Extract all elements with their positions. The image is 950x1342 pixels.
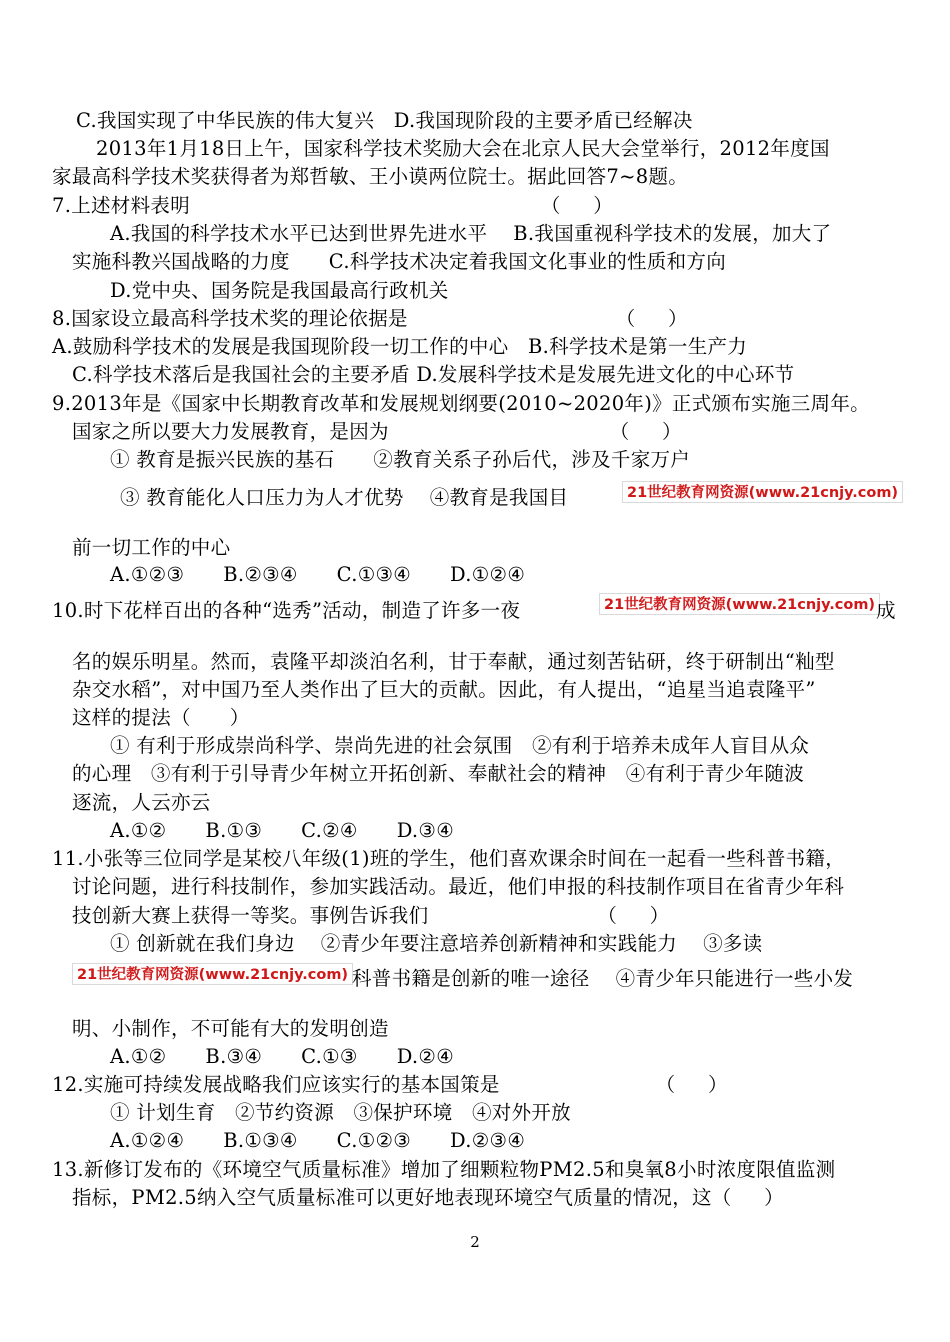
question-12: 12.实施可持续发展战略我们应该实行的基本国策是 （ ）	[52, 1073, 728, 1096]
text-line: 的心理 ③有利于引导青少年树立开拓创新、奉献社会的精神 ④有利于青少年随波	[72, 762, 804, 785]
text-line: 杂交水稻”，对中国乃至人类作出了巨大的贡献。因此，有人提出，“追星当追袁隆平”	[72, 678, 816, 701]
text-line: A.我国的科学技术水平已达到世界先进水平 B.我国重视科学技术的发展，加大了	[110, 222, 832, 245]
text-line: 技创新大赛上获得一等奖。事例告诉我们 （ ）	[72, 904, 670, 927]
text-line: ① 创新就在我们身边 ②青少年要注意培养创新精神和实践能力 ③多读	[110, 932, 763, 955]
text-line: ③ 教育能化人口压力为人才优势 ④教育是我国目	[120, 486, 569, 509]
text-line: 国家之所以要大力发展教育，是因为 （ ）	[72, 420, 682, 443]
text-line: ① 教育是振兴民族的基石 ②教育关系子孙后代，涉及千家万户	[110, 448, 691, 471]
answer-options: A.①② B.①③ C.②④ D.③④	[110, 819, 454, 842]
text-line: ① 有利于形成崇尚科学、崇尚先进的社会氛围 ②有利于培养未成年人盲目从众	[110, 734, 810, 757]
watermark-logo: 21世纪教育网资源(www.21cnjy.com)	[622, 481, 903, 503]
text-line: A.鼓励科学技术的发展是我国现阶段一切工作的中心 B.科学技术是第一生产力	[52, 335, 748, 358]
text-line: 讨论问题，进行科技制作，参加实践活动。最近，他们申报的科技制作项目在省青少年科	[72, 875, 845, 898]
page-number: 2	[470, 1233, 480, 1251]
text-line: 家最高科学技术奖获得者为郑哲敏、王小谟两位院士。据此回答7~8题。	[52, 165, 689, 188]
text-line: 2013年1月18日上午，国家科学技术奖励大会在北京人民大会堂举行，2012年度国	[96, 137, 830, 160]
text-line: 成	[876, 599, 896, 622]
question-7: 7.上述材料表明 （ ）	[52, 194, 614, 217]
text-line: C.科学技术落后是我国社会的主要矛盾 D.发展科学技术是发展先进文化的中心环节	[72, 363, 795, 386]
text-line: 明、小制作，不可能有大的发明创造	[72, 1017, 389, 1040]
question-13: 13.新修订发布的《环境空气质量标准》增加了细颗粒物PM2.5和臭氧8小时浓度限值监测	[52, 1158, 836, 1181]
text-line: 这样的提法（ ）	[72, 706, 250, 729]
text-line: C.我国实现了中华民族的伟大复兴 D.我国现阶段的主要矛盾已经解决	[76, 109, 693, 132]
text-line: 名的娱乐明星。然而，袁隆平却淡泊名利，甘于奉献，通过刻苦钻研，终于研制出“籼型	[72, 650, 835, 673]
answer-options: A.①②④ B.①③④ C.①②③ D.②③④	[110, 1129, 526, 1152]
text-line: D.党中央、国务院是我国最高行政机关	[110, 279, 449, 302]
question-9: 9.2013年是《国家中长期教育改革和发展规划纲要(2010~2020年)》正式颁布实施三周年。	[52, 392, 870, 415]
question-8: 8.国家设立最高科学技术奖的理论依据是 （ ）	[52, 307, 688, 330]
watermark-logo: 21世纪教育网资源(www.21cnjy.com)	[599, 593, 880, 615]
text-line: 科普书籍是创新的唯一途径 ④青少年只能进行一些小发	[352, 967, 854, 990]
text-line: 前一切工作的中心	[72, 536, 231, 559]
question-10: 10.时下花样百出的各种“选秀”活动，制造了许多一夜	[52, 599, 521, 622]
answer-options: A.①② B.③④ C.①③ D.②④	[110, 1045, 454, 1068]
text-line: 实施科教兴国战略的力度 C.科学技术决定着我国文化事业的性质和方向	[72, 250, 727, 273]
text-line: 逐流，人云亦云	[72, 791, 211, 814]
watermark-logo: 21世纪教育网资源(www.21cnjy.com)	[72, 963, 353, 985]
question-11: 11.小张等三位同学是某校八年级(1)班的学生，他们喜欢课余时间在一起看一些科普书籍，	[52, 847, 846, 870]
answer-options: A.①②③ B.②③④ C.①③④ D.①②④	[110, 563, 526, 586]
text-line: ① 计划生育 ②节约资源 ③保护环境 ④对外开放	[110, 1101, 571, 1124]
text-line: 指标，PM2.5纳入空气质量标准可以更好地表现环境空气质量的情况，这（ ）	[72, 1186, 784, 1209]
